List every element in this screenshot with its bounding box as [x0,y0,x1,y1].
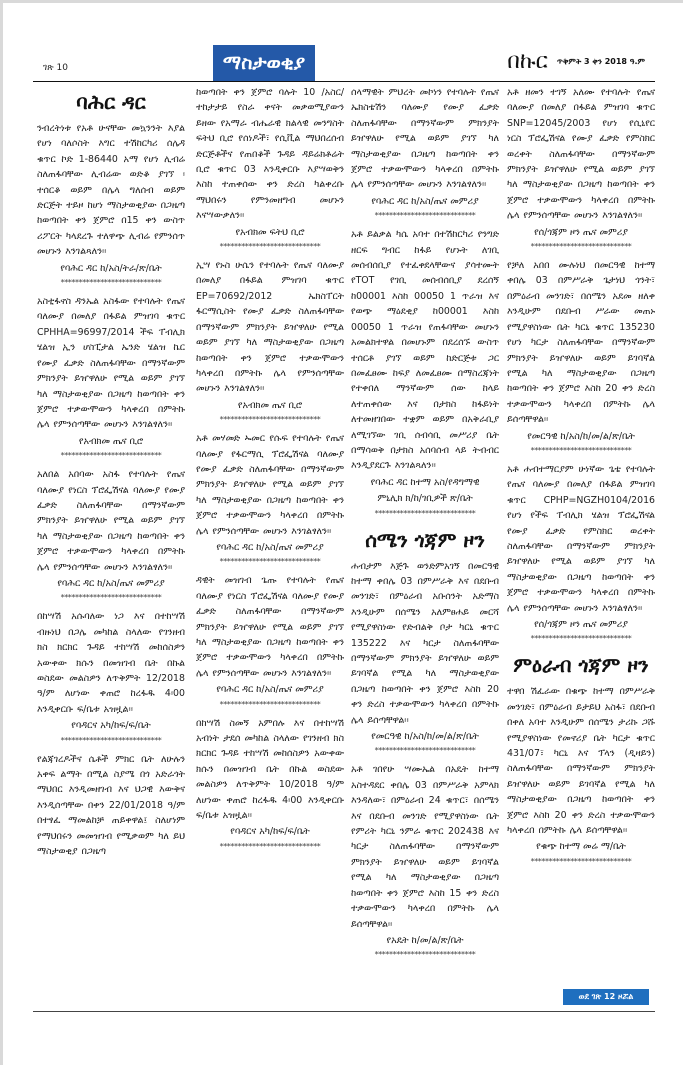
notice-signature: የመርዓዊ ከ/አስ/ከ/መ/ል/ጽ/ቤት [371,731,479,743]
notice-text: ሐብታም እጅጉ ወንድምአገኝ በመርዓዊ ከተማ ቀበሌ 03 በምሥራቅ እና በደቡብ መንገድ፣ በምዕራብ አቡሰንት አድማስ እንዲሁም በሰሜን አለምፀሐይ መርሻ የሚያዋስነው የድብልቅ ቦታ ካርኒ ቁጥር 135222 እና ካርታ ስለጠፋባቸው በማንኛውም ምክንያት ይዠዋለሁ ወይም ይገባኛል የሚል ካለ ማስታወቂያው በጋዜጣ ከወጣበት ቀን ጀምሮ እስከ 20 ቀን ድረስ ተቃውሞውን ካላቀረበ በምትኩ ሌላ ይሰጣቸዋል፡፡ [351,560,499,726]
separator: **************************** [374,950,476,960]
separator: **************************** [219,699,321,709]
notice-signature: የባሕር ዳር ከ/አስ/ጤና መምሪያ [216,541,324,553]
notice-text: ተዋበ ሽፈራው በቁጭ ከተማ በምሥራቅ መንገድ፣ በምዕራብ ይታይህ አስፋ፣ በደቡብ በቀለ አባተ እንዲሁም በሰሜን ታሪኩ ጋሹ የሚያዋስነው የመኖሪያ ቤት ካርታ ቁጥር 431/07፣ ካርኒ እና ፕላን (ዲዛይን) ስለጠፋባቸው በማንኛውም ምክንያት ይዠዋለሁ ወይም ይገባኛል የሚል ካለ ማስታወቂያው በጋዜጣ ከወጣበት ቀን ጀምሮ እስከ 20 ቀን ድረስ ተቃውሞውን ካላቀረበ በምትኩ ሌላ ይሰጣቸዋል፡፡ [507,686,655,837]
notice [351,227,499,518]
notice-signature: የባሕር ዳር ከተማ አስ/የዳግማዊ [370,476,480,488]
separator: **************************** [60,735,162,745]
notice-text: የልጃገረዶችና ሴቶች ምክር ቤት ለሁሉን አቀፍ ልማት በሚል ስያሜ በጎ አድራጎት ማህበር እንዲመዘገብ እና ህጋዊ እውቅና እንዲሰጣቸው በቀን 22/01/2018 ዓ/ም በተፃፈ ማመልከቻ ጠይቀዋል፤ ስለሆነም የማህበሩን መመዝገብ የሚቃወም ካለ ይህ ማስታወቂያ በጋዜጣ [37,753,185,858]
separator: **************************** [60,593,162,603]
notice [351,559,499,757]
column-4 [507,85,655,873]
notice-signature: የባሕር ዳር ከ/አስ/ጤና መምሪያ [216,684,324,696]
notice-signature: የባዳርና አካ/ከፍ/ፍ/ቤት [230,826,310,838]
notice-text: ኢሣ የኑስ ሁሴን የተባሉት የጤና ባለሙያ በመለያ በፋይል ምዝገባ ቁጥር EP=70692/2012 ኤክስፐርት ፋርማሲስት የሙያ ፈቃድ ስለጠፋባቸው በማንኛውም ምክንያት ይዠዋለሁ የሚል ወይም ያገኘ ካለ ማስታወቂያው በጋዜጣ ከወጣበት ቀን ጀምሮ ተቃውሞውን ካላቀረበ በምትኩ ሌላ የምንሰጣቸው መሆኑን እንገልፃለን፡፡ [196,260,344,395]
separator: **************************** [60,278,162,288]
notice [37,121,185,288]
page-header [33,43,655,82]
notice [507,684,655,866]
notice-signature: የአዴት ከ/መ/ል/ጽ/ቤት [386,934,464,946]
notice-signature: የአብክመ ፍትህ ቢሮ [235,226,305,238]
notice [196,573,344,709]
region-heading: ምዕራብ ጎጃም ዞን [513,653,649,678]
separator: **************************** [219,415,321,425]
notice-text: ዳዊት መዝገብ ጌጡ የተባሉት የጤና ባለሙያ የነርስ ፕሮፌሽናል ባለሙያ የሙያ ፈቃድ ስለጠፋባቸው በማንኛውም ምክንያት ይዠዋለሁ የሚል ወይም ያገኘ ካለ ማስታወቂያው በጋዜጣ ከወጣበት ቀን ጀምሮ ተቃውሞውን ካላቀረበ በምትኩ ሌላ የምንሰጣቸው መሆኑን እንገልፃለን፡፡ [196,575,344,679]
notice-columns [33,85,655,1005]
notice-text: ንብረትነቱ የአቶ ሁናቸው መኳንንት እያል የሆነ ባለሶስት እግር ተሽከርካሪ ሰሌዳ ቁጥር ኮድ 1-86440 አማ የሆነ ሊብሬ ስለጠፋባቸው ሊብሬው ወድቆ ያገኘ ፡ተሰርቆ ወይም በሌላ ግለሰብ ወይም ድርጅት ተይዞ ከሆነ ማስታወቂያው በጋዜጣ ከወጣበት ቀን ጀምሮ በ15 ቀን ውስጥ ሪፖርት ካላደረጉ ተለዋጭ ሊብሬ የምንሰጥ መሆኑን እንገልጻለን፡፡ [37,123,185,258]
notice [196,258,344,425]
separator: **************************** [374,211,476,221]
notice [507,258,655,456]
notice-text: የቻለ አበበ ሙሉነህ በመርዓዊ ከተማ ቀበሌ 03 በምሥራቅ ጌታነህ ጎንት፣ በምዕራብ መንገድ፣ በሰሜን አደመ ዘለቀ እንዲሁም በደቡብ ሥራው መጠኑ የሚያዋስነው ቤት ካርኒ ቁጥር 135230 የሆነ ካርታ ስለጠፋባቸው በማንኛውም ምክንያት ይዠዋለሁ ወይም ይገባኛል የሚል ካለ ማስታወቂያው በጋዜጣ ከወጣበት ቀን ጀምሮ እስከ 20 ቀን ድረስ ተቃውሞውን ካላቀረበ በምትኩ ሌላ ይሰጣቸዋል፡፡ [507,260,655,426]
notice [196,716,344,852]
page-number: ገጽ 10 [43,63,69,73]
notice-signature: የሰ/ጎጃም ዞን ጤና መምሪያ [534,226,628,238]
column-3 [351,85,499,966]
separator: **************************** [530,634,632,644]
separator: **************************** [530,856,632,866]
separator: **************************** [219,557,321,567]
notice [351,762,499,960]
notice-signature: የአብክመ ጤና ቢሮ [237,399,303,411]
separator: **************************** [374,508,476,518]
notice-text: አስቲፋኖስ ዳንኤል አስፋው የተባሉት የጤና ባለሙያ በመለያ በፋይል ምዝገባ ቁጥር CPHHA=96997/2014 ችፍ ፐብሊክ ሄልዝ ኢን ሆስፒታል ኤንድ ሄልዝ ኬር የሙያ ፈቃድ ስለጠፋባቸው በማንኛውም ምክንያት ይዠዋለሁ የሚል ወይም ያገኘ ካለ ማስታወቂያው በጋዜጣ ከወጣበት ቀን ጀምሮ ተቃውሞውን ካላቀረበ በምትኩ ሌላ የምንሰጣቸው መሆኑን እንገልፃለን፡፡ [37,296,185,431]
column-1 [37,85,185,859]
separator: **************************** [219,841,321,851]
notice-text: አቶ ይልቃል ካሴ አባተ በተሽከርካሪ የንግድ ዘርፍ ግብር ከፋይ የሆኑት ለገቢ መሰብሰቢያ የተፈቀደላቸውና ያሳተሙት የTOT የገቢ መሰብሰቢያ ደረሰኝ ከ00001 እስከ 00050 1 ጥራዝ እና የወጭ ማዕደቂያ ከ00001 እስከ 00050 1 ጥራዝ የጠፋባቸው መሆኑን አመልክተዋል በመሆኑም በደረሰኙ ውስጥ ተሰርቶ ያገኘ ወይም ከድርጅቱ ጋር በመፈፀሙ ከፍያ ለመፈፀሙ በማስረጃነት የተቀበለ ማንኛውም ሰው ከላይ ለተጠቀሰው እና በታክስ ከፋይነት ለተመዘገበው ተቋም ወይም በአቅራቢያ ለሚገኘው ገቢ ሰብሳቢ መሥሪያ ቤት በማሳወቅ በታክስ አሰባሰብ ላይ ትብብር እንዲያደርጉ እንገልጻለን፡፡ [351,229,499,472]
notice [507,462,655,644]
region-heading: ሰሜን ጎጃም ዞን [365,527,485,552]
notice-text: አቶ መሃመድ ኡመር የሱፍ የተባሉት የጤና ባለሙያ የፋርማሲ ፕሮፌሽናል ባለሙያ የሙያ ፈቃድ ስለጠፋባቸው በማንኛውም ምክንያት ይዠዋለሁ የሚል ወይም ያገኘ ካለ ማስታወቂያው በጋዜጣ ከወጣበት ቀን ጀምሮ ተቃውሞውን ካላቀረበ በምትኩ ሌላ የምንሰጣቸው መሆኑን እንገልፃለን፡፡ [196,433,344,537]
column-2 [196,85,344,858]
notice-text: አቶ ሐብተማርያም ሁነኛው ጌቴ የተባሉት የጤና ባለሙያ በመለያ በፋይል ምዝገባ ቁጥር CPHP=NGZH0104/2016 የሆነ የችፍ ፐብሊክ ሄልዝ ፕሮፌሽናል የሙያ ፈቃድ የምስክር ወረቀት ስለጠፋባቸው በማንኛውም ምክንያት ይዠዋለሁ የሚል ወይም ያገኘ ካለ ማስታወቂያው በጋዜጣ ከወጣበት ቀን ጀምሮ ተቃውሞውን ካላቀረበ በምትኩ ሌላ የምንሰጣቸው መሆኑን እንገልፃለን፡፡ [507,463,655,614]
notice-text: በከሣሽ ስመኝ አምበሉ እና በተከሣሽ አብነት ታደሰ መካከል ስላለው የገንዘብ ክስ ክርክር ጉዳይ ተከሣሽ መከሰስዎን አውቀው ክሱን በመዝገብ ቤት በኩል ወስደው መልስዎን ለጥቅምት 10/2018 ዓ/ም ለሆነው ቀጠሮ ከረፋዱ 4፡00 እንዲቀርቡ ፍ/ቤቱ አዝዟል፡፡ [196,717,344,822]
notice-text: በከሣሽ አሱባለው ነጋ እና በተከሣሽ ብዙነህ በጋሌ መካከል ስላለው የገንዘብ ክስ ክርክር ጉዳይ ተከሣሽ መከሰስዎን አውቀው ክሱን በመዝገብ ቤት በኩል ወስደው መልስዎን ለጥቅምት 12/2018 ዓ/ም ለሆነው ቀጠሮ ከረፋዱ 4፡00 እንዲቀርቡ ፍ/ቤቱ አዝዟል፡፡ [37,611,185,715]
separator: **************************** [60,451,162,461]
notice-signature: የአብክመ ጤና ቢሮ [78,435,144,447]
notice-signature: ምኒሊክ ክ/ከ/ገቢዎች ጽ/ቤት [377,493,473,505]
paper-name: በኩር [507,49,548,74]
notice-signature: የቁጭ ከተማ መሬ ማ/ቤት [536,841,626,853]
notice-text: ከወጣበት ቀን ጀምሮ ባሉት 10 /አስር/ ተከታታይ የስራ ቀናት መቃወሚያውን ይዘው የአማራ ብሔራዊ ክልላዊ መንግስት ፍትህ ቢሮ የሰነዶች፣ የሲቪል ማህበረሰብ ድርጅቶችና የጠበቆች ጉዳይ ዳይሬክቶሬት ቢሮ ቁጥር 03 እንዲቀርቡ እያሣወቅን እስከ ተጠቀሰው ቀን ድረስ ካልቀረቡ ማህበሩን የምንመዘግብ መሆኑን እናሣውቃለን፡፡ [196,87,344,222]
continued-on-page-badge: ወደ ገጽ 12 ዞሯል [563,989,649,1005]
separator: **************************** [530,445,632,455]
notice-signature: የባዳርና አካ/ከፍ/ፍ/ቤት [71,720,151,732]
separator: **************************** [530,242,632,252]
separator: **************************** [219,242,321,252]
notice [37,294,185,461]
region-heading: ባሕር ዳር [76,90,146,114]
notice-signature: የመርዓዊ ከ/አስ/ከ/መ/ል/ጽ/ቤት [527,430,635,442]
newspaper-page [3,3,683,1065]
notice-text: አለበል አበባው አስፋ የተባሉት የጤና ባለሙያ የነርስ ፕሮፌሽናል ባለሙያ የሙያ ፈቃድ ስለጠፋባቸው በማንኛውም ምክንያት ይዠዋለሁ የሚል ወይም ያገኘ ካለ ማስታወቂያው በጋዜጣ ከወጣበት ቀን ጀምሮ ተቃውሞውን ካላቀረበ በምትኩ ሌላ የምንሰጣቸው መሆኑን እንገልፃለን፡፡ [37,469,185,573]
paper-masthead [507,49,645,74]
notice [196,85,344,252]
footer-rule [33,1011,655,1012]
notice [37,467,185,603]
notice-text: አቶ ዘመን ተገኝ አለሙ የተባሉት የጤና ባለሙያ በመለያ በፋይል ምዝገባ ቁጥር SNP=12045/2003 የሆነ የሲኒየር ነርስ ፕሮፌሽናል የሙያ ፈቃድ የምስክር ወረቀት ስለጠፋባቸው በማንኛውም ምክንያት ይዠዋለሁ የሚል ወይም ያገኘ ካለ ማስታወቂያው በጋዜጣ ከወጣበት ቀን ጀምሮ ተቃውሞውን ካላቀረበ በምትኩ ሌላ የምንሰጣቸው መሆኑን እንገልፃለን፡፡ [507,87,655,222]
notice-text: ሰላማዊት ምህረት መኮነን የተባሉት የጤና ኤክስቴሽን ባለሙያ የሙያ ፈቃድ ስለጠፋባቸው በማንኛውም ምክንያት ይዠዋለሁ የሚል ወይም ያገኘ ካለ ማስታወቂያው በጋዜጣ ከወጣበት ቀን ጀምሮ ተቃውሞውን ካላቀረበ በምትኩ ሌላ የምንሰጣቸው መሆኑን እንገልፃለን፡፡ [351,87,499,191]
notice [507,85,655,252]
notice [351,85,499,221]
issue-date: ጥቅምት 3 ቀን 2018 ዓ.ም [556,56,645,66]
notice [37,752,185,860]
notice [196,431,344,567]
notice-signature: የባሕር ዳር ከ/አስ/ትራ/ጽ/ቤት [60,262,162,274]
notice-signature: የሰ/ጎጃም ዞን ጤና መምሪያ [534,619,628,630]
section-masthead: ማስታወቂያ [213,45,315,81]
notice-text: አቶ ገበየሁ ሣሙኤል በአዴት ከተማ አስተዳደር ቀበሌ 03 በምሥራቅ አምላክ እንዳለው፣ በምዕራብ 24 ቁጥር፣ በሰሜን እና በደቡብ መንገድ የሚያዋስነው ቤት የምሪት ካርኒ ንምራ ቁጥር 202438 እና ካርታ ስለጠፋባቸው በማንኛውም ምክንያት ይዠዋለሁ ወይም ይገባኛል የሚል ካለ ማስታወቂያው በጋዜጣ ከወጣበት ቀን ጀምሮ እስከ 15 ቀን ድረስ ተቃውሞውን ካላቀረበ በምትኩ ሌላ ይሰጣቸዋል፡፡ [351,764,499,930]
separator: **************************** [374,746,476,756]
notice [37,609,185,745]
notice-signature: የባሕር ዳር ከ/አስ/ጤና መምሪያ [371,195,479,207]
notice-signature: የባሕር ዳር ከ/አስ/ጤና መምሪያ [57,577,165,589]
